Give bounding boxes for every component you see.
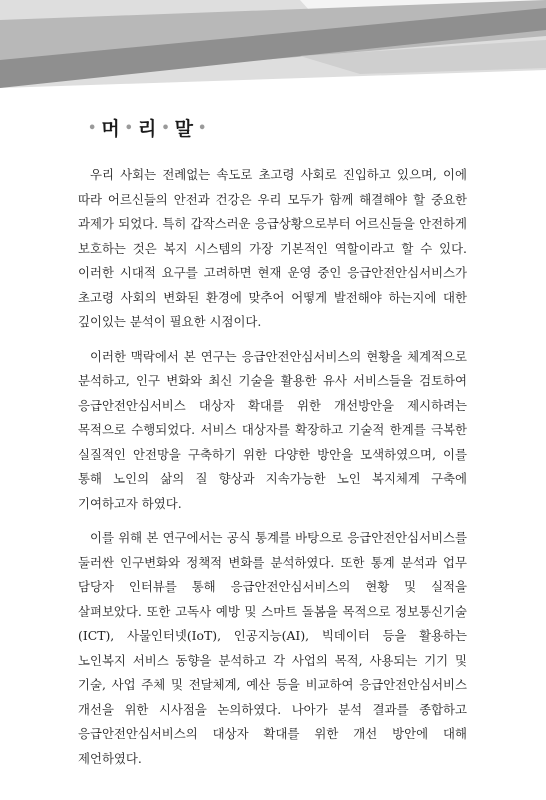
- title-char: 말: [174, 118, 195, 140]
- title-dot-icon: •: [124, 121, 134, 136]
- paragraph: 이러한 맥락에서 본 연구는 응급안전안심서비스의 현황을 체계적으로 분석하고, 인구 변화와 최신 기술을 활용한 유사 서비스들을 검토하여 응급안전안심서비스 대상자 확대를 위한 개선방안을 제시하려는 목적으로 수행되었다. 서비스 대상자를 확장하고 기술적 한계를 극복한 실질적인 안전망을 구축하기 위한 다양한 방안을 모색하였으며, 이를 통해 노인의 삶의 질 향상과 지속가능한 노인 복지체계 구축에 기여하고자 하였다.: [78, 348, 467, 511]
- title-char: 리: [137, 118, 158, 140]
- header-decoration: [0, 0, 546, 120]
- title-dot-icon: •: [161, 121, 171, 136]
- title-dot-icon: •: [88, 121, 98, 136]
- page-title: [84, 114, 211, 141]
- preface-body: [78, 163, 467, 781]
- paragraph: 우리 사회는 전례없는 속도로 초고령 사회로 진입하고 있으며, 이에 따라 어르신들의 안전과 건강은 우리 모두가 함께 해결해야 할 중요한 과제가 되었다. 특히 갑작스러운 응급상황으로부터 어르신들을 안전하게 보호하는 것은 복지 시스템의 가장 기본적인 역할이라고 할 수 있다. 이러한 시대적 요구를 고려하면 현재 운영 중인 응급안전안심서비스가 초고령 사회의 변화된 환경에 맞추어 어떻게 발전해야 하는지에 대한 깊이있는 분석이 필요한 시점이다.: [78, 167, 467, 329]
- title-dot-icon: •: [198, 121, 208, 136]
- title-char: 머: [101, 118, 121, 140]
- paragraph: 이를 위해 본 연구에서는 공식 통계를 바탕으로 응급안전안심서비스를 둘러싼 인구변화와 정책적 변화를 분석하였다. 또한 통계 분석과 업무 담당자 인터뷰를 통해 응급안전안심서비스의 현황 및 실적을 살펴보았다. 또한 고독사 예방 및 스마트 돌봄을 목적으로 정보통신기술(ICT), 사물인터넷(IoT), 인공지능(AI), 빅데이터 등을 활용하는 노인복지 서비스 동향을 분석하고 각 사업의 목적, 사용되는 기기 및 기술, 사업 주체 및 전달체계, 예산 등을 비교하여 응급안전안심서비스 개선을 위한 시사점을 논의하였다. 나아가 분석 결과를 종합하고 응급안전안심서비스의 대상자 확대를 위한 개선 방안에 대해 제언하였다.: [78, 530, 467, 766]
